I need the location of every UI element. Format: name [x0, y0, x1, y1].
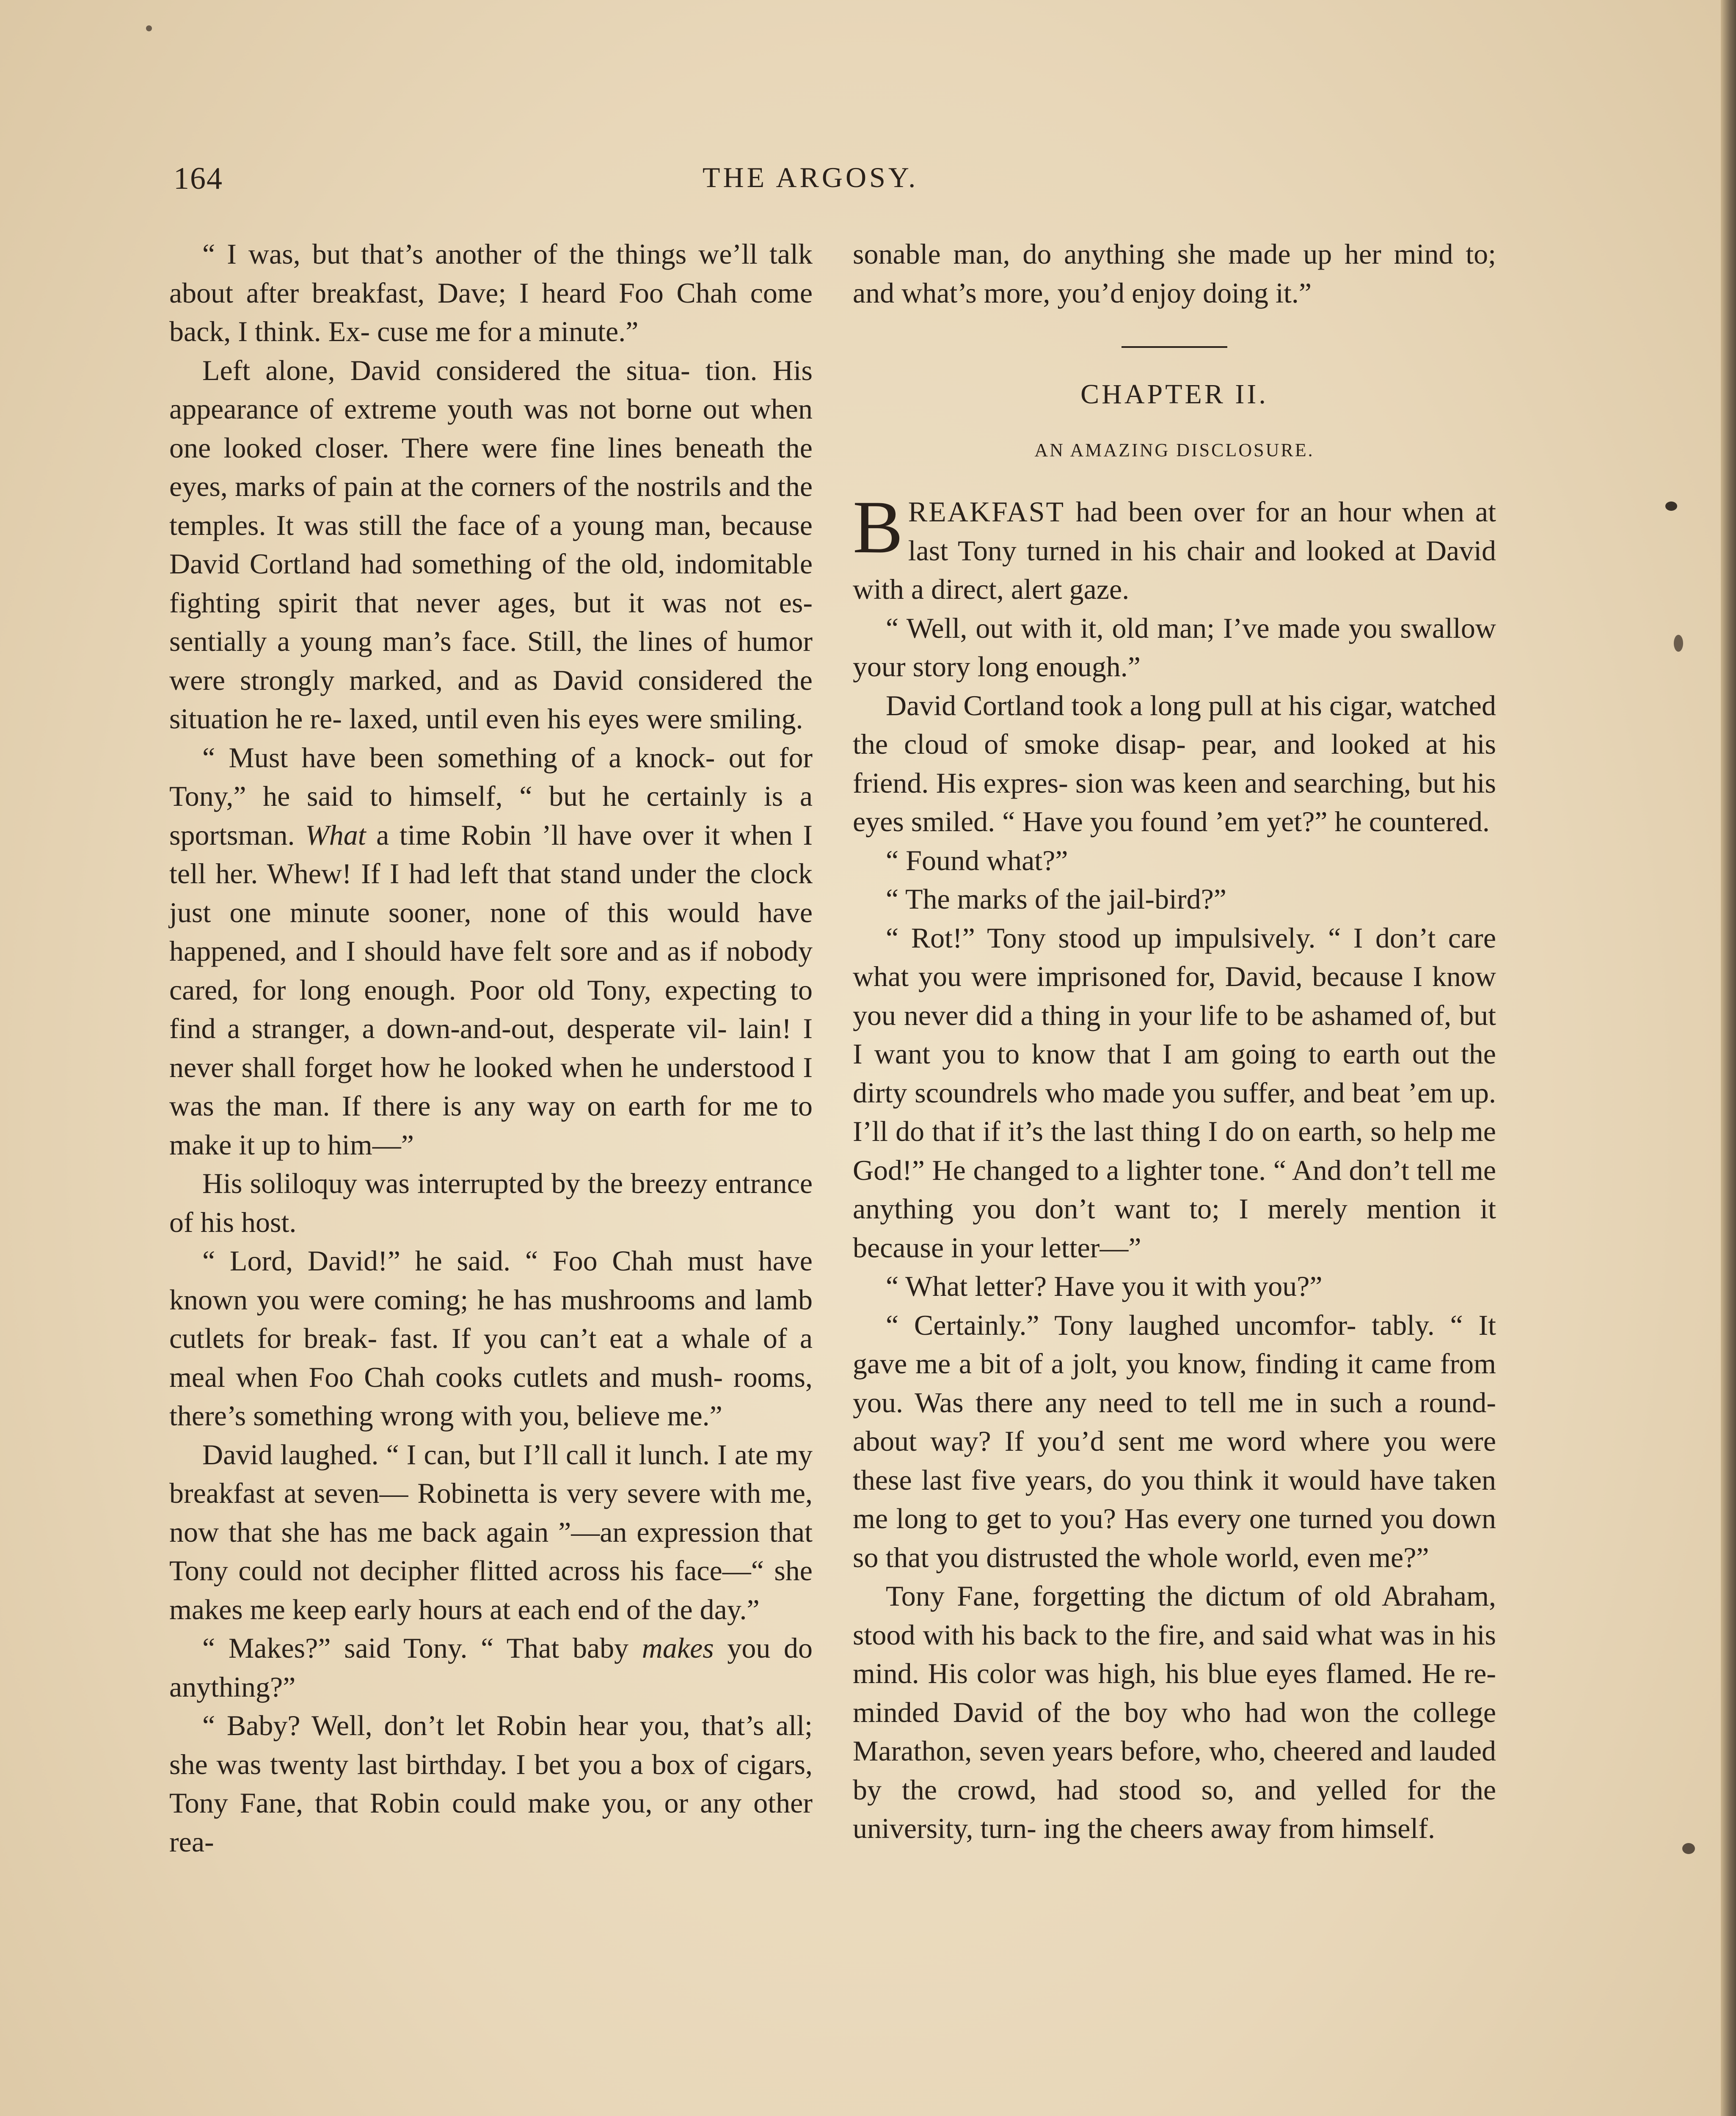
- paragraph-text: had been over for an hour when at last Tony turned in his chair and looked at David with a direct, alert gaze.: [853, 496, 1496, 605]
- paragraph-text: “ Must have been something of a knock- out for Tony,” he said to himself, “ but he certainly is a sportsman.: [169, 741, 813, 851]
- paragraph-text: you do anything?”: [169, 1632, 813, 1703]
- drop-cap: B: [853, 485, 903, 569]
- paragraph: “ Well, out with it, old man; I’ve made you swallow your story long enough.”: [853, 612, 1496, 683]
- paragraph-text: a time Robin ’ll have over it when I tell her. Whew! If I had left that stand under the clock just one minute sooner, none of this would have happened, and I should have felt sore and as if nobody cared, for long enough. Poor old Tony, expecting to find a stranger, a down-and-out, desperate vil- lain! I never shall forget how he looked when he understood I was the man. If there is any way on earth for me to make it up to him—”: [169, 818, 813, 1161]
- paragraph-text: “ Makes?” said Tony. “ That baby: [202, 1632, 629, 1664]
- paragraph: David laughed. “ I can, but I’ll call it lunch. I ate my breakfast at seven— Robinetta is very severe with me, now that she has me back again ”—an expression that Tony could not decipher flitted across his face—“ she makes me keep early hours at each end of the day.”: [169, 1438, 813, 1626]
- paragraph: “ Found what?”: [886, 844, 1068, 876]
- page-edge-shadow: [1721, 0, 1736, 2116]
- chapter-title: CHAPTER II.: [1080, 379, 1268, 410]
- paragraph: His soliloquy was interrupted by the breezy entrance of his host.: [169, 1167, 813, 1238]
- italic-word: makes: [642, 1632, 714, 1664]
- paper-blemish: [1682, 1843, 1695, 1854]
- running-head: THE ARGOSY.: [703, 161, 919, 193]
- left-column: [169, 235, 813, 2116]
- right-column: [853, 235, 1496, 2116]
- paragraph: “ The marks of the jail-bird?”: [886, 883, 1226, 915]
- paragraph: Left alone, David considered the situa- tion. His appearance of extreme youth was not borne out when one looked closer. There were fine lines beneath the eyes, marks of pain at the corners of the nostrils and the temples. It was still the face of a young man, because David Cortland had something of the old, indomitable fighting spirit that never ages, but it was not es- sentially a young man’s face. Still, the lines of humor were strongly marked, and as David considered the situation he re- laxed, until even his eyes were smiling.: [169, 354, 813, 735]
- paragraph: Tony Fane, forgetting the dictum of old Abraham, stood with his back to the fire, and said what was in his mind. His color was high, his blue eyes flamed. He re- minded David of the boy who had won the college Marathon, seven years before, who, cheered and lauded by the crowd, had stood so, and yelled for the university, turn- ing the cheers away from himself.: [853, 1580, 1496, 1844]
- paper-blemish: [1674, 635, 1683, 652]
- opening-word: REAKFAST: [908, 496, 1065, 528]
- paragraph: David Cortland took a long pull at his cigar, watched the cloud of smoke disap- pear, and looked at his friend. His expres- sion was keen and searching, but his eyes smiled. “ Have you found ’em yet?” he countered.: [853, 689, 1496, 838]
- paragraph: [169, 738, 813, 1165]
- chapter-subtitle: AN AMAZING DISCLOSURE.: [1034, 440, 1314, 460]
- paragraph: “ I was, but that’s another of the things we’ll talk about after breakfast, Dave; I heard Foo Chah come back, I think. Ex- cuse me for a minute.”: [169, 238, 813, 347]
- opening-paragraph: [853, 485, 1496, 609]
- paragraph-continuation: sonable man, do anything she made up her mind to; and what’s more, you’d enjoy doing it.”: [853, 238, 1496, 309]
- italic-word: What: [305, 818, 366, 851]
- paragraph: “ Lord, David!” he said. “ Foo Chah must have known you were coming; he has mushrooms and lamb cutlets for break- fast. If you can’t eat a whale of a meal when Foo Chah cooks cutlets and mush- rooms, there’s something wrong with you, believe me.”: [169, 1245, 813, 1432]
- paper-blemish: [146, 25, 152, 31]
- page-number: 164: [174, 161, 223, 196]
- paragraph: “ Certainly.” Tony laughed uncomfor- tably. “ It gave me a bit of a jolt, you know, finding it came from you. Was there any need to tell me in such a round- about way? If you’d sent me word where you were these last five years, do you think it would have taken me long to get to you? Has every one turned you down so that you distrusted the whole world, even me?”: [853, 1309, 1496, 1573]
- section-rule: [1122, 346, 1227, 348]
- paragraph: “ Rot!” Tony stood up impulsively. “ I don’t care what you were imprisoned for, David, because I know you never did a thing in your life to be ashamed of, but I want you to know that I am going to earth out the dirty scoundrels who made you suffer, and beat ’em up. I’ll do that if it’s the last thing I do on earth, so help me God!” He changed to a lighter tone. “ And don’t tell me anything you don’t want to; I merely mention it because in your letter—”: [853, 921, 1496, 1264]
- paragraph: [169, 1629, 813, 1706]
- paragraph: “ Baby? Well, don’t let Robin hear you, that’s all; she was twenty last birthday. I bet you a box of cigars, Tony Fane, that Robin could make you, or any other rea-: [169, 1709, 813, 1858]
- paragraph: “ What letter? Have you it with you?”: [886, 1270, 1323, 1302]
- page-header: [174, 161, 1485, 212]
- paper-blemish: [1665, 501, 1677, 511]
